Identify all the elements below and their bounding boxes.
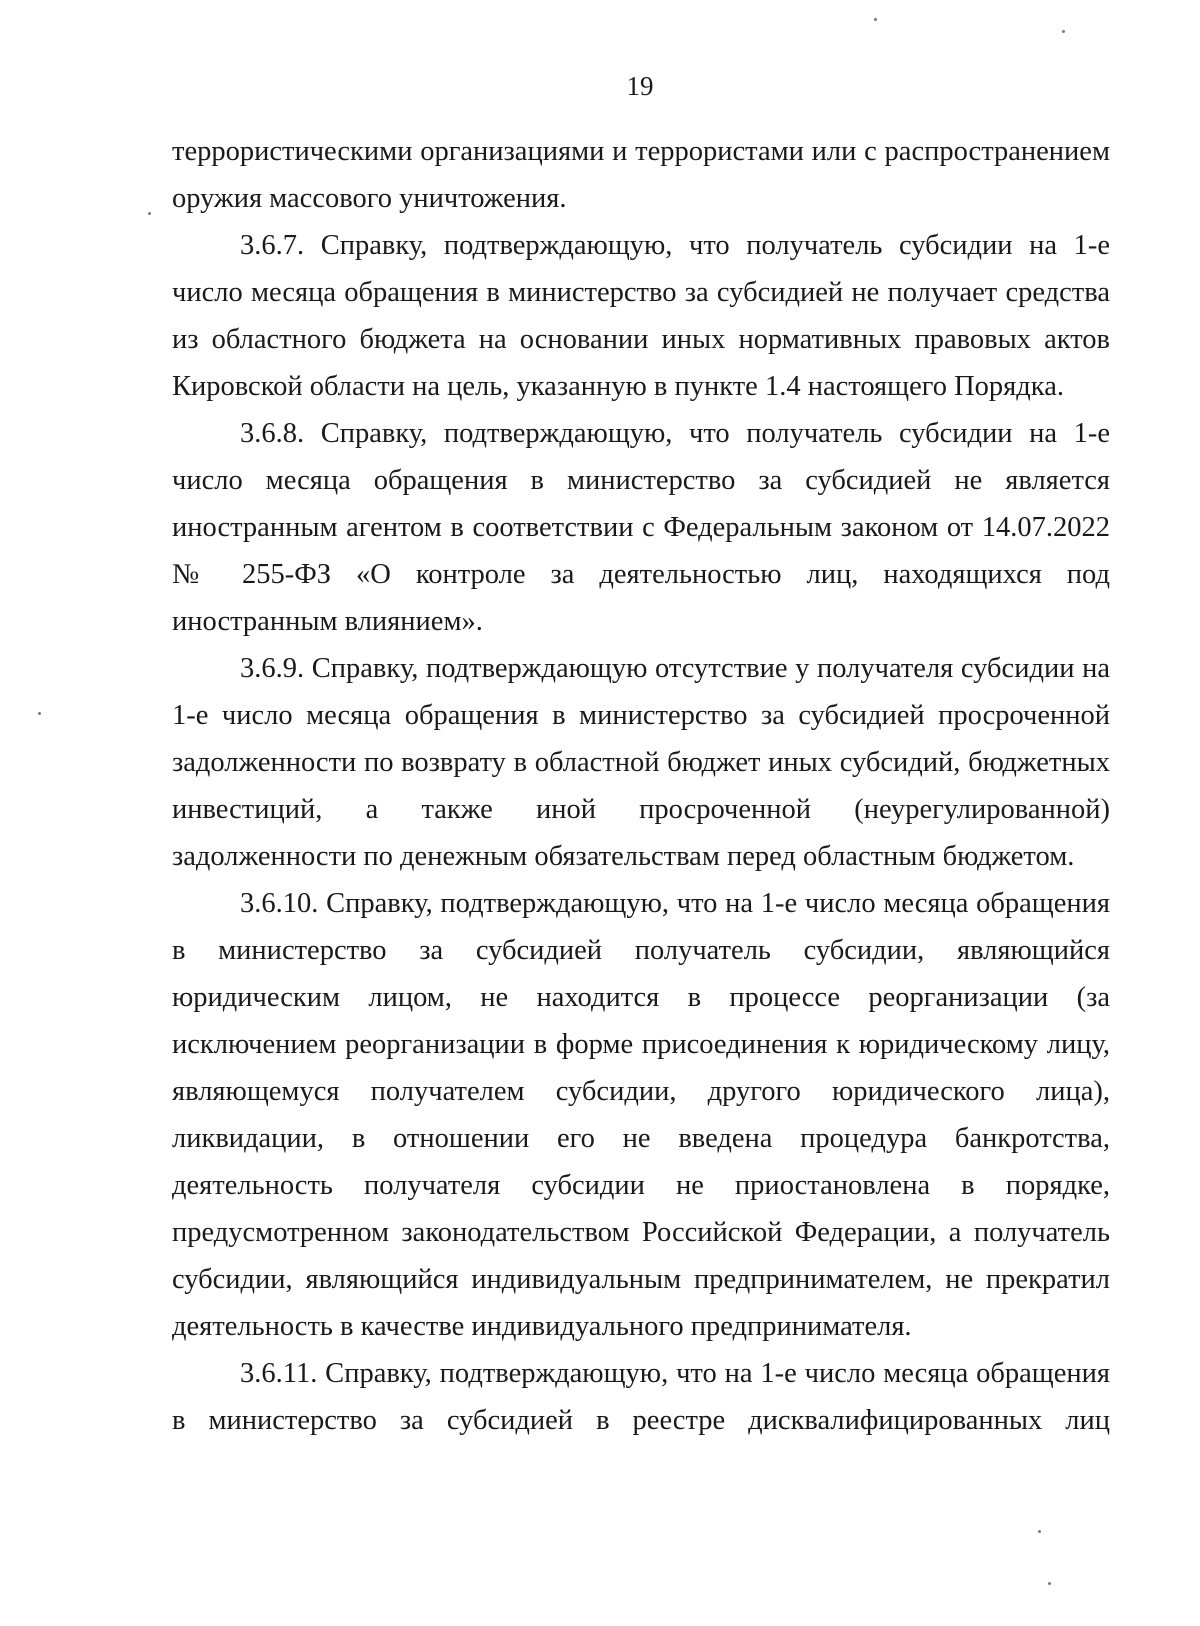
scan-speck (874, 18, 877, 21)
paragraph-3-6-8: 3.6.8. Справку, подтверждающую, что получатель субсидии на 1-е число месяца обращения в министерство за субсидией не является иностранным агентом в соответствии с Федеральным законом от 14.07.2022 № 255-ФЗ «О контроле за деятельностью лиц, находящихся под иностранным влиянием». (172, 418, 1110, 637)
scan-speck (1038, 1530, 1041, 1533)
document-body (172, 128, 1110, 1444)
scan-speck (38, 712, 41, 715)
paragraph-continuation: террористическими организациями и террористами или с распространением оружия массового уничтожения. (172, 136, 1110, 214)
paragraph-3-6-11: 3.6.11. Справку, подтверждающую, что на 1-е число месяца обращения в министерство за субсидией в реестре дисквалифицированных лиц (172, 1358, 1110, 1436)
paragraph-3-6-7: 3.6.7. Справку, подтверждающую, что получатель субсидии на 1-е число месяца обращения в министерство за субсидией не получает средства из областного бюджета на основании иных нормативных правовых актов Кировской области на цель, указанную в пункте 1.4 настоящего Порядка. (172, 230, 1110, 402)
paragraph-3-6-10: 3.6.10. Справку, подтверждающую, что на 1-е число месяца обращения в министерство за субсидией получатель субсидии, являющийся юридическим лицом, не находится в процессе реорганизации (за исключением реорганизации в форме присоединения к юридическому лицу, являющемуся получателем субсидии, другого юридического лица), ликвидации, в отношении его не введена процедура банкротства, деятельность получателя субсидии не приостановлена в порядке, предусмотренном законодательством Российской Федерации, а получатель субсидии, являющийся индивидуальным предпринимателем, не прекратил деятельность в качестве индивидуального предпринимателя. (172, 888, 1110, 1342)
paragraph-3-6-9: 3.6.9. Справку, подтверждающую отсутствие у получателя субсидии на 1-е число месяца обращения в министерство за субсидией просроченной задолженности по возврату в областной бюджет иных субсидий, бюджетных инвестиций, а также иной просроченной (неурегулированной) задолженности по денежным обязательствам перед областным бюджетом. (172, 653, 1110, 872)
scan-speck (148, 212, 151, 215)
page-number: 19 (626, 71, 654, 101)
scan-speck (1062, 30, 1065, 33)
scan-speck (1048, 1582, 1051, 1585)
